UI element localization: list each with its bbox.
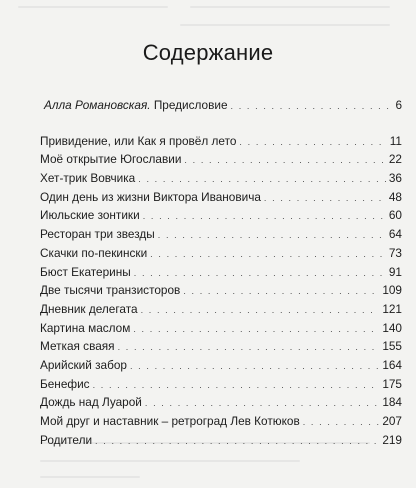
toc-entry-page: 155 xyxy=(382,339,402,354)
bleed-through-bottom-3 xyxy=(0,474,416,486)
toc-entry-page: 121 xyxy=(382,301,402,316)
toc-intro-page: 6 xyxy=(395,98,402,112)
toc-entry-title: Моё открытие Югославии xyxy=(40,152,182,167)
toc-intro-title: Предисловие xyxy=(153,98,228,112)
toc-entry xyxy=(40,393,402,412)
toc-intro-row xyxy=(44,96,402,115)
bleed-through-top xyxy=(0,4,416,16)
toc-entry xyxy=(40,244,402,263)
toc-entry xyxy=(40,281,402,300)
leader-dots xyxy=(231,97,393,116)
bleed-through-bottom-2 xyxy=(0,458,416,470)
toc-entry xyxy=(40,225,402,244)
leader-dots xyxy=(145,394,379,413)
toc-entry-title: Привидение, или Как я провёл лето xyxy=(40,133,237,148)
toc-entry xyxy=(40,412,402,431)
toc-entry-page: 64 xyxy=(388,227,402,242)
toc-entry xyxy=(40,169,402,188)
leader-dots xyxy=(303,413,380,432)
leader-dots xyxy=(141,301,380,320)
toc-entry xyxy=(40,132,402,151)
toc-entry-title: Дневник делегата xyxy=(40,301,138,316)
toc-entry-list xyxy=(40,132,402,450)
toc-entry-page: 175 xyxy=(382,376,402,391)
toc-entry-title: Две тысячи транзисторов xyxy=(40,283,181,298)
toc-entry-title: Арийский забор xyxy=(40,357,127,372)
toc-entry-title: Дождь над Луарой xyxy=(40,395,142,410)
toc-entry-title: Меткая сваяя xyxy=(40,339,115,354)
toc-intro-author: Алла Романовская. xyxy=(44,98,151,112)
toc-entry-page: 22 xyxy=(388,152,402,167)
leader-dots xyxy=(118,338,380,357)
toc-entry-page: 48 xyxy=(388,189,402,204)
toc-entry-title: Бюст Екатерины xyxy=(40,264,131,279)
toc-entry xyxy=(40,263,402,282)
toc-entry-title: Ресторан три звезды xyxy=(40,227,155,242)
toc-entry-page: 91 xyxy=(388,264,402,279)
toc-entry-title: Мой друг и наставник – ретроград Лев Котюков xyxy=(40,414,300,428)
toc-entry-page: 36 xyxy=(388,171,402,186)
toc-entry-page: 207 xyxy=(382,414,402,428)
leader-dots xyxy=(184,151,385,170)
toc-entry-title: Родители xyxy=(40,432,93,447)
toc-entry-page: 164 xyxy=(382,357,402,372)
toc-entry-page: 11 xyxy=(389,133,402,148)
toc-entry-title: Хет-трик Вовчика xyxy=(40,171,136,186)
leader-dots xyxy=(134,264,386,283)
toc-entry xyxy=(40,356,402,375)
leader-dots xyxy=(264,189,386,208)
toc-entry-title: Скачки по-пекински xyxy=(40,245,148,260)
toc-entry-title: Бенефис xyxy=(40,376,90,391)
leader-dots xyxy=(95,432,379,451)
leader-dots xyxy=(150,245,386,264)
toc-entry xyxy=(40,337,402,356)
toc-entry-title: Картина маслом xyxy=(40,320,131,335)
toc-entry xyxy=(40,188,402,207)
leader-dots xyxy=(158,226,386,245)
toc-entry-title: Один день из жизни Виктора Ивановича xyxy=(40,189,261,204)
toc-title: Содержание xyxy=(142,40,274,65)
toc-entry xyxy=(40,206,402,225)
toc-entry-title: Июльские зонтики xyxy=(40,208,140,223)
toc-entry xyxy=(40,150,402,169)
leader-dots xyxy=(130,357,379,376)
toc-entry xyxy=(40,431,402,450)
toc-entry-page: 73 xyxy=(388,245,402,260)
table-of-contents xyxy=(40,96,402,449)
leader-dots xyxy=(183,282,379,301)
leader-dots xyxy=(138,170,386,189)
leader-dots xyxy=(239,133,386,152)
leader-dots xyxy=(133,320,379,339)
toc-entry-page: 60 xyxy=(388,208,402,223)
toc-entry xyxy=(40,319,402,338)
bleed-through-top-2 xyxy=(0,22,416,34)
toc-intro-label xyxy=(44,96,228,115)
toc-entry-page: 140 xyxy=(382,320,402,335)
toc-entry xyxy=(40,375,402,394)
toc-entry-page: 219 xyxy=(382,432,402,447)
toc-entry-page: 109 xyxy=(382,283,402,298)
leader-dots xyxy=(143,207,386,226)
toc-entry-page: 184 xyxy=(382,395,402,410)
leader-dots xyxy=(93,376,380,395)
toc-entry xyxy=(40,300,402,319)
